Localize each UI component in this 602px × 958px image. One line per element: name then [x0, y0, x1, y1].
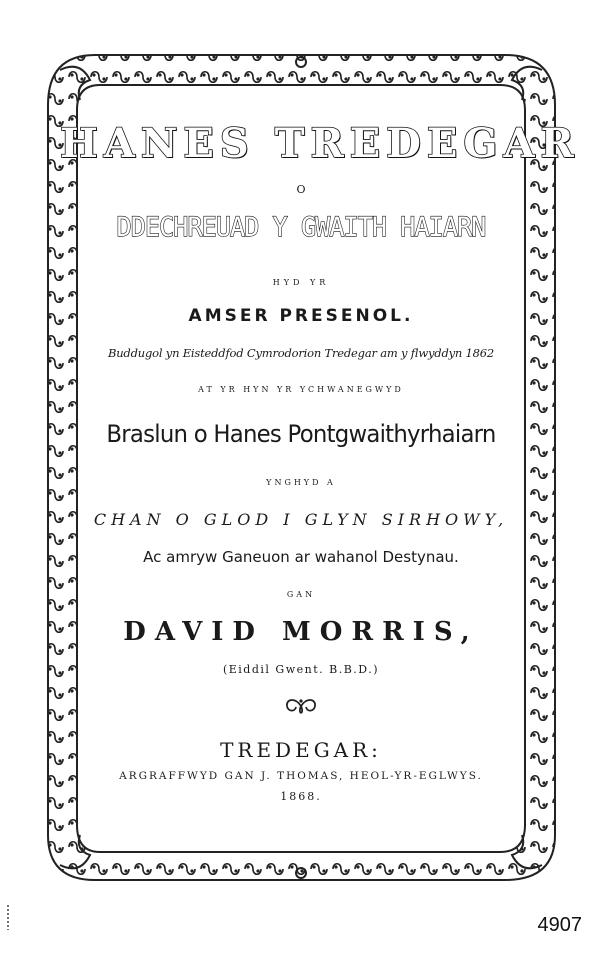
- main-title: HANES TREDEGAR: [60, 120, 580, 167]
- subtitle-braslun: Braslun o Hanes Pontgwaithyrhaiarn: [106, 420, 496, 448]
- subtitle-caneuon: Ac amryw Ganeuon ar wahanol Destynau.: [143, 548, 459, 566]
- subtitle-present-time: AMSER PRESENOL.: [188, 306, 414, 326]
- printer-line: ARGRAFFWYD GAN J. THOMAS, HEOL-YR-EGLWYS.: [119, 770, 483, 782]
- connector-gan: GAN: [286, 590, 316, 599]
- page-number: 4907: [537, 914, 582, 936]
- bardic-name: (Eiddil Gwent. B.B.D.): [222, 663, 380, 676]
- connector-atyr: AT YR HYN YR YCHWANEGWYD: [198, 385, 404, 394]
- subtitle-chan: CHAN O GLOD I GLYN SIRHOWY,: [93, 510, 509, 529]
- publication-year: 1868.: [280, 790, 322, 803]
- connector-o: O: [296, 183, 306, 196]
- place-name: TREDEGAR:: [220, 738, 382, 762]
- connector-hyd: HYD YR: [272, 278, 330, 287]
- scroll-ornament-icon: [283, 695, 319, 717]
- author-name: DAVID MORRIS,: [123, 617, 479, 647]
- subtitle-ironworks: DDECHREUAD Y GWAITH HAIARN: [116, 212, 486, 243]
- prize-line: Buddugol yn Eisteddfod Cymrodorion Tredegar am y flwyddyn 1862: [107, 346, 495, 360]
- connector-ynghyd: YNGHYD A: [266, 478, 336, 487]
